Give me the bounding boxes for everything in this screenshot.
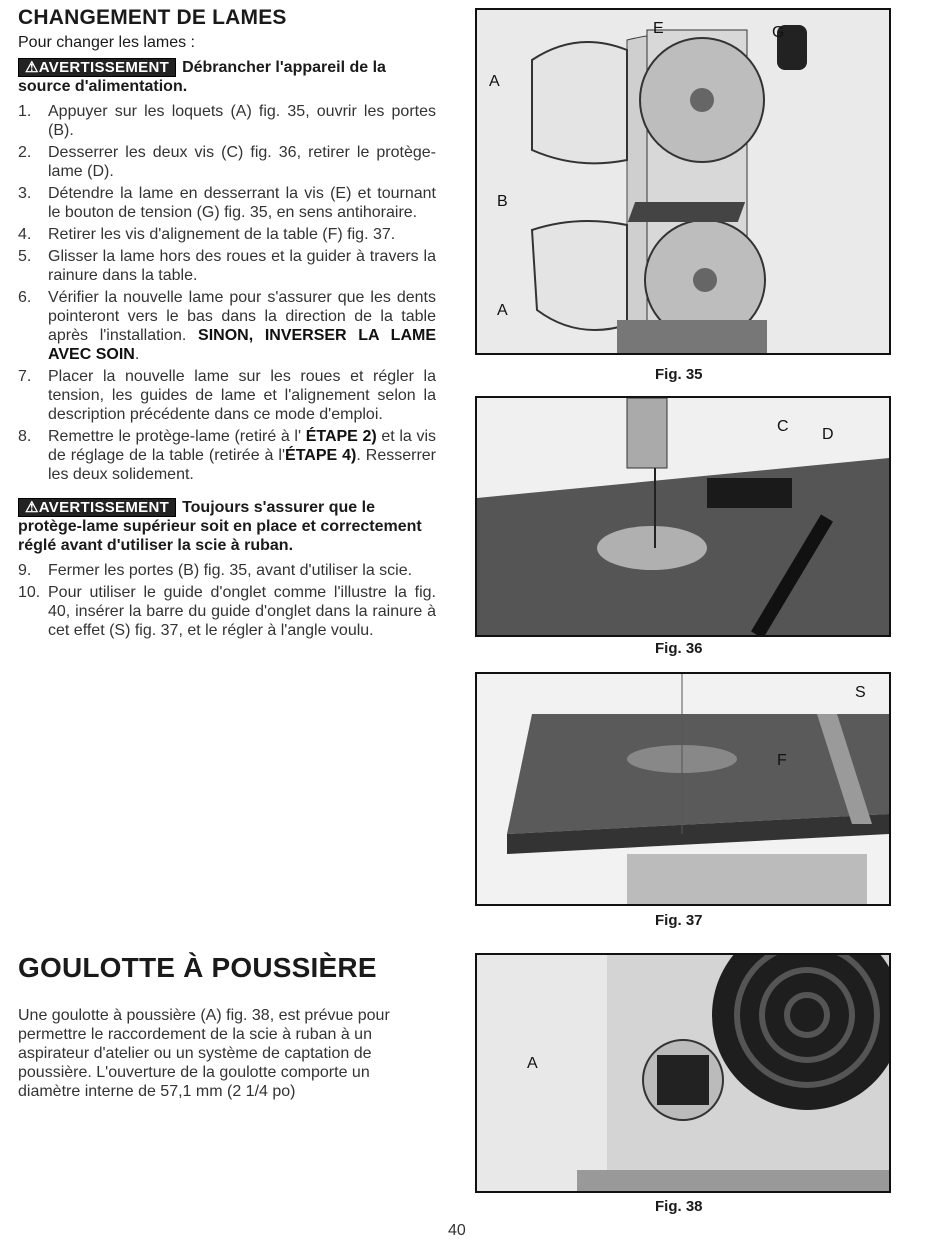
page-number: 40 bbox=[448, 1222, 466, 1239]
dust-chute-text: Une goulotte à poussière (A) fig. 38, est prévue pour permettre le raccordement de la scie à ruban à un aspirateur d'atelier ou un système de captation de poussière. L'ouverture de la goulotte comporte un diamètre interne de 57,1 mm (2 1/4 po) bbox=[18, 1007, 390, 1100]
figure-caption: Fig. 36 bbox=[655, 640, 703, 657]
list-item: 9. Fermer les portes (B) fig. 35, avant d'utiliser la scie. bbox=[18, 562, 413, 579]
figure-37 bbox=[475, 672, 891, 906]
list-item: 10. Pour utiliser le guide d'onglet comme l'illustre la fig. 40, insérer la barre du guide d'onglet dans la rainure à cet effet (S) fig. 37, et le régler à l'angle voulu. bbox=[18, 584, 436, 639]
warning-2 bbox=[18, 498, 436, 555]
figure-35 bbox=[475, 8, 891, 355]
figure-36 bbox=[475, 396, 891, 637]
callout-label: A bbox=[527, 1055, 538, 1072]
list-item: 5. Glisser la lame hors des roues et la guider à travers la rainure dans la table. bbox=[18, 248, 436, 284]
callout-label: B bbox=[497, 193, 508, 210]
callout-label: E bbox=[653, 20, 664, 37]
figure-caption: Fig. 37 bbox=[655, 912, 703, 929]
list-item: 2. Desserrer les deux vis (C) fig. 36, retirer le protège-lame (D). bbox=[18, 144, 436, 180]
steps-list bbox=[18, 102, 436, 484]
callout-label: C bbox=[777, 418, 789, 435]
warning-1 bbox=[18, 58, 436, 96]
section-title-dust-chute: GOULOTTE À POUSSIÈRE bbox=[18, 952, 377, 983]
steps-list-2 bbox=[18, 561, 436, 640]
callout-label: G bbox=[772, 24, 785, 41]
callout-label: A bbox=[497, 302, 508, 319]
intro-text: Pour changer les lames : bbox=[18, 34, 195, 51]
callout-label: F bbox=[777, 752, 787, 769]
figure-38 bbox=[475, 953, 891, 1193]
list-item: 7. Placer la nouvelle lame sur les roues et régler la tension, les guides de lame et l'alignement selon la description précédente dans ce mode d'emploi. bbox=[18, 368, 436, 423]
list-item: 3. Détendre la lame en desserrant la vis (E) et tournant le bouton de tension (G) fig. 35, en sens antihoraire. bbox=[18, 185, 436, 221]
dust-port-illustration bbox=[477, 955, 889, 1191]
warning-2-text: Toujours s'assurer que le protège-lame supérieur soit en place et correctement réglé avant d'utiliser la scie à ruban. bbox=[18, 499, 422, 554]
warning-badge: ⚠AVERTISSEMENT bbox=[18, 58, 176, 77]
warning-badge: ⚠AVERTISSEMENT bbox=[18, 498, 176, 517]
section-title-blade-change: CHANGEMENT DE LAMES bbox=[18, 6, 287, 29]
callout-label: A bbox=[489, 73, 500, 90]
callout-label: S bbox=[855, 684, 866, 701]
table-illustration bbox=[477, 674, 889, 904]
figure-caption: Fig. 38 bbox=[655, 1198, 703, 1215]
list-item: 4. Retirer les vis d'alignement de la table (F) fig. 37. bbox=[18, 226, 396, 243]
dust-chute-section bbox=[18, 952, 428, 1101]
left-column bbox=[18, 6, 436, 643]
warning-1-text: Débrancher l'appareil de la source d'alimentation. bbox=[18, 59, 386, 95]
bandsaw-illustration bbox=[477, 10, 889, 353]
list-item: 6. Vérifier la nouvelle lame pour s'assurer que les dents pointeront vers le bas dans la direction de la table après l'installation. SINON, INVERSER LA LAME AVEC SOIN. bbox=[18, 289, 437, 363]
list-item: 1. Appuyer sur les loquets (A) fig. 35, ouvrir les portes (B). bbox=[18, 103, 436, 139]
figure-caption: Fig. 35 bbox=[655, 366, 703, 383]
list-item: 8. Remettre le protège-lame (retiré à l' ÉTAPE 2) et la vis de réglage de la table (retirée à l'ÉTAPE 4). Resserrer les deux solidement. bbox=[18, 428, 437, 483]
callout-label: D bbox=[822, 426, 834, 443]
